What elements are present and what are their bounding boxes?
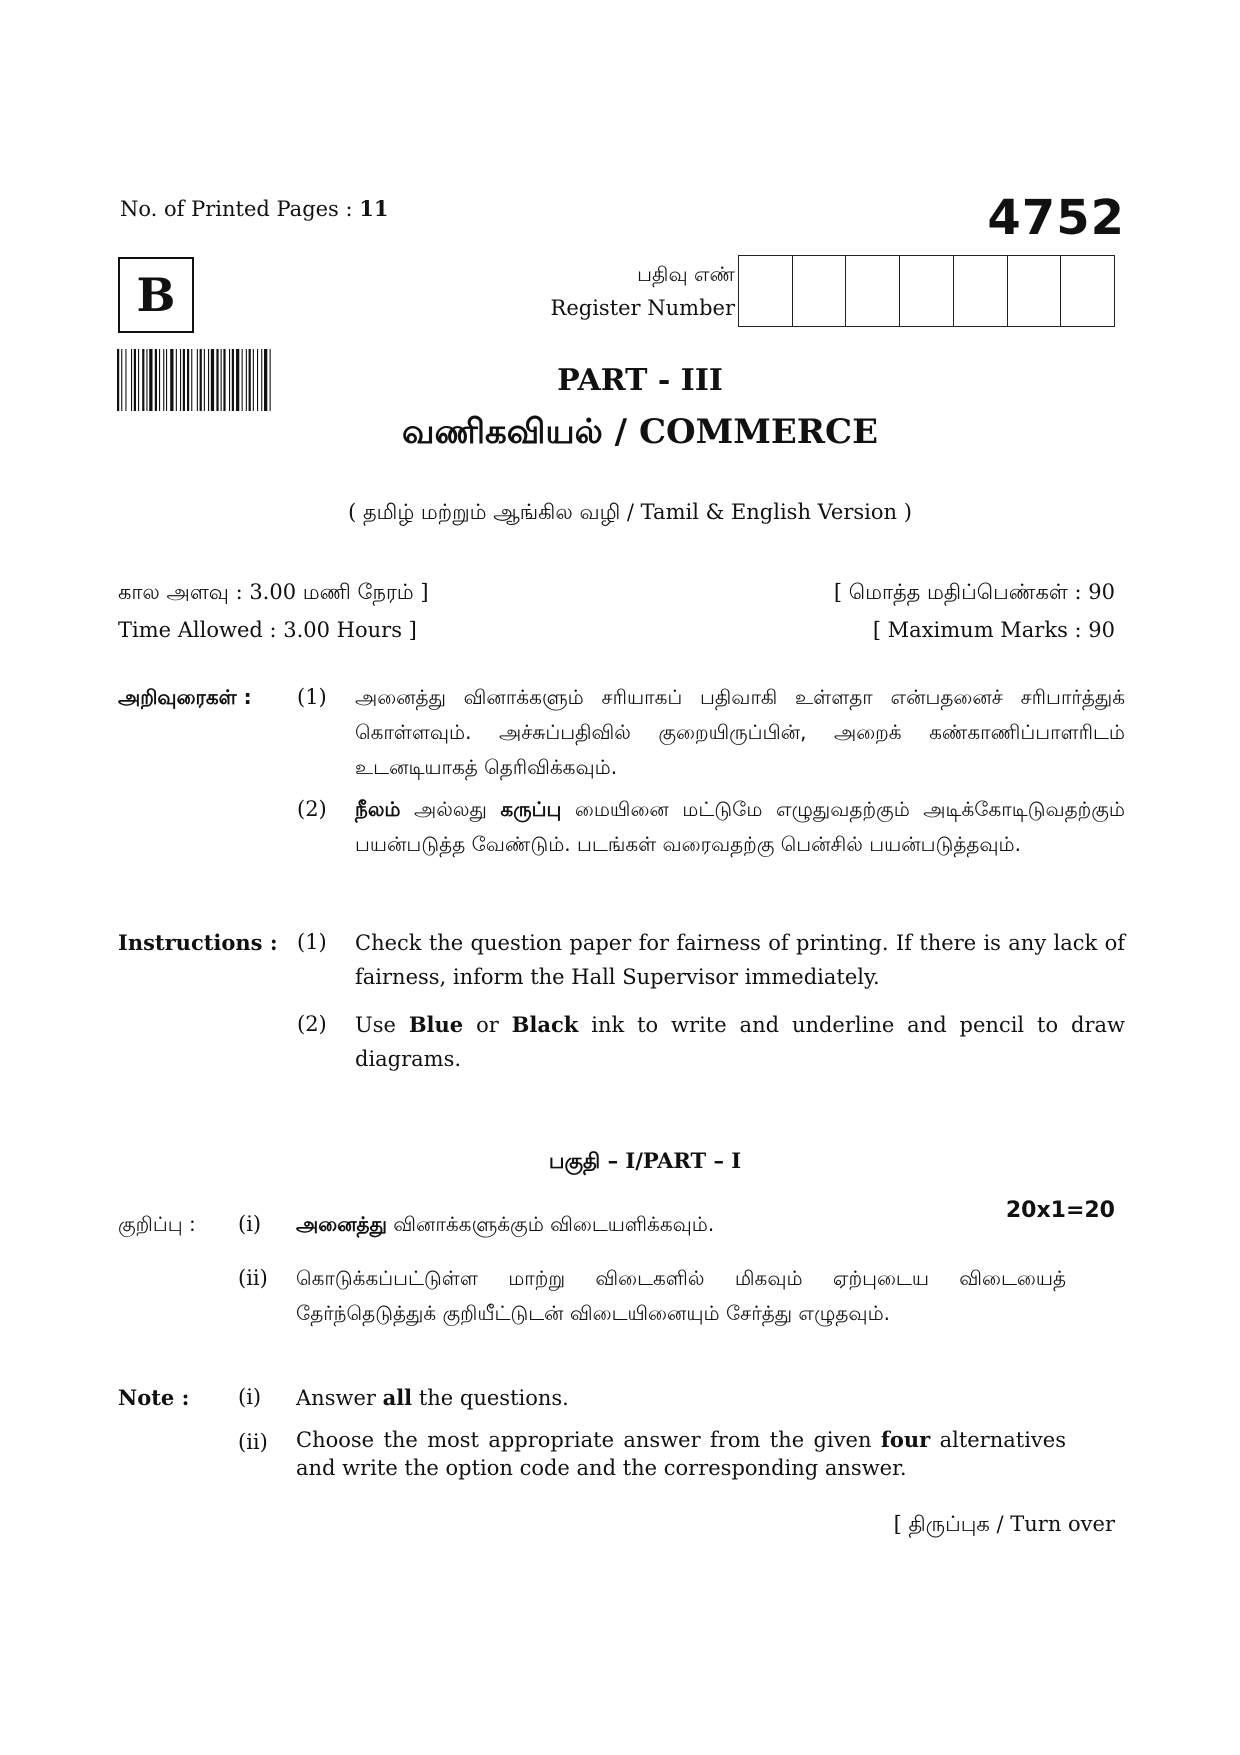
english-note-label: Note : bbox=[118, 1385, 190, 1410]
english-note-text bbox=[296, 1381, 1066, 1415]
black-word-tamil: கருப்பு bbox=[500, 797, 562, 821]
register-label-tamil: பதிவு எண் bbox=[637, 262, 735, 286]
turn-over-note: [ திருப்புக / Turn over bbox=[893, 1512, 1115, 1536]
note-fragment: Answer bbox=[296, 1386, 383, 1410]
register-digit-box[interactable] bbox=[900, 256, 954, 326]
instruction-fragment: or bbox=[463, 1013, 512, 1037]
instruction-fragment: மையினை மட்டுமே எழுதுவதற்கும் அடிக்கோடிடுவதற்கும் பயன்படுத்த வேண்டும். படங்கள் வரைவதற்கு பென்சில் பயன்படுத்தவும். bbox=[355, 797, 1125, 856]
all-word-tamil: அனைத்து bbox=[296, 1212, 387, 1236]
tamil-note-text bbox=[296, 1212, 714, 1239]
printed-pages-value: 11 bbox=[359, 196, 389, 221]
question-set-letter: B bbox=[118, 257, 194, 333]
register-digit-box[interactable] bbox=[1061, 256, 1114, 326]
paper-code: 4752 bbox=[987, 190, 1125, 246]
printed-pages-label: No. of Printed Pages : bbox=[120, 197, 353, 221]
register-digit-box[interactable] bbox=[1008, 256, 1062, 326]
note-fragment: alternatives and write the option code and the corresponding answer. bbox=[296, 1428, 1066, 1480]
english-instruction-number: (1) bbox=[297, 930, 327, 954]
note-fragment: Choose the most appropriate answer from the given bbox=[296, 1428, 881, 1452]
instruction-fragment: அல்லது bbox=[400, 797, 501, 821]
tamil-note-number: (ii) bbox=[238, 1266, 268, 1290]
subject-title: வணிகவியல் / COMMERCE bbox=[401, 412, 879, 452]
all-word: all bbox=[382, 1385, 413, 1410]
time-allowed-tamil: கால அளவு : 3.00 மணி நேரம் ] bbox=[118, 580, 429, 604]
part-heading: PART - III bbox=[557, 363, 723, 398]
printed-pages bbox=[120, 196, 389, 221]
register-digit-box[interactable] bbox=[739, 256, 793, 326]
register-digit-box[interactable] bbox=[954, 256, 1008, 326]
blue-word: Blue bbox=[408, 1012, 464, 1037]
time-allowed-english: Time Allowed : 3.00 Hours ] bbox=[118, 618, 417, 642]
part-one-marks: 20x1=20 bbox=[1005, 1198, 1115, 1223]
max-marks-english: [ Maximum Marks : 90 bbox=[872, 618, 1115, 642]
english-instruction-number: (2) bbox=[297, 1012, 327, 1036]
register-number-label bbox=[551, 257, 735, 325]
register-number-boxes[interactable] bbox=[738, 255, 1115, 327]
tamil-instruction-number: (2) bbox=[297, 797, 327, 821]
max-marks-tamil: [ மொத்த மதிப்பெண்கள் : 90 bbox=[833, 580, 1115, 604]
tamil-note-label: குறிப்பு : bbox=[118, 1212, 196, 1236]
tamil-note-text: கொடுக்கப்பட்டுள்ள மாற்று விடைகளில் மிகவும் ஏற்புடைய விடையைத் தேர்ந்தெடுத்துக் குறியீட்டுடன் விடையினையும் சேர்த்து எழுதவும். bbox=[296, 1266, 1066, 1325]
english-note-text bbox=[296, 1426, 1066, 1482]
black-word: Black bbox=[511, 1012, 579, 1037]
english-note-number: (ii) bbox=[238, 1430, 268, 1454]
four-word: four bbox=[880, 1427, 931, 1452]
register-digit-box[interactable] bbox=[793, 256, 847, 326]
instruction-fragment: Use bbox=[355, 1013, 409, 1037]
english-instruction-text: Check the question paper for fairness of printing. If there is any lack of fairness, inform the Hall Supervisor immediately. bbox=[355, 931, 1125, 989]
tamil-instruction-text: அனைத்து வினாக்களும் சரியாகப் பதிவாகி உள்ளதா என்பதனைச் சரிபார்த்துக் கொள்ளவும். அச்சுப்பதிவில் குறையிருப்பின், அறைக் கண்காணிப்பாளரிடம் உடனடியாகத் தெரிவிக்கவும். bbox=[355, 685, 1125, 779]
part-one-heading: பகுதி – I/PART – I bbox=[548, 1148, 742, 1173]
english-instruction-text bbox=[355, 1008, 1125, 1076]
english-instructions-label: Instructions : bbox=[118, 930, 278, 955]
version-line: ( தமிழ் மற்றும் ஆங்கில வழி / Tamil & English Version ) bbox=[348, 500, 912, 524]
instruction-fragment: ink to write and underline and pencil to draw diagrams. bbox=[355, 1013, 1125, 1071]
note-fragment: the questions. bbox=[412, 1386, 569, 1410]
tamil-instruction-number: (1) bbox=[297, 685, 327, 709]
register-digit-box[interactable] bbox=[846, 256, 900, 326]
tamil-instructions-label: அறிவுரைகள் : bbox=[118, 685, 252, 709]
register-label-english: Register Number bbox=[550, 296, 735, 320]
blue-word-tamil: நீலம் bbox=[355, 797, 401, 821]
tamil-instruction-text bbox=[355, 792, 1125, 862]
tamil-note-number: (i) bbox=[238, 1212, 262, 1236]
note-fragment: வினாக்களுக்கும் விடையளிக்கவும். bbox=[386, 1212, 715, 1236]
english-note-number: (i) bbox=[238, 1385, 262, 1409]
